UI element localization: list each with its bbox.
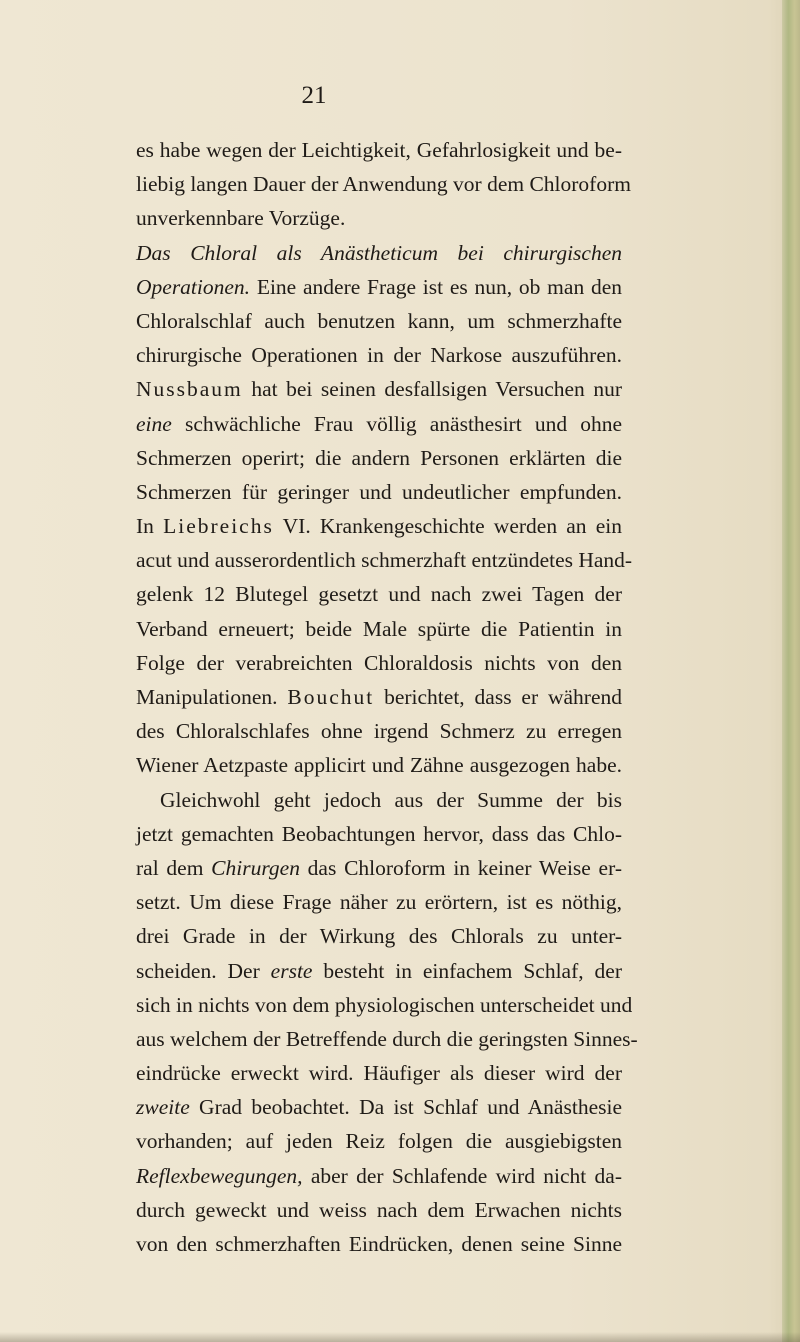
text-line: eine schwächliche Frau völlig anästhesirt und ohne (136, 411, 622, 436)
text-line: Operationen. Eine andere Frage ist es nun, ob man den (136, 274, 622, 299)
body-text (136, 133, 638, 1261)
text-line: Manipulationen. Bouchut berichtet, dass er während (136, 685, 622, 709)
text-line: unverkennbare Vorzüge. (136, 206, 346, 231)
text-line: Chloralschlaf auch benutzen kann, um schmerzhafte (136, 308, 622, 333)
text-line: vorhanden; auf jeden Reiz folgen die ausgiebigsten (136, 1129, 622, 1154)
text-line: Schmerzen operirt; die andern Personen erklärten die (136, 445, 622, 470)
text-line: gelenk 12 Blutegel gesetzt und nach zwei Tagen der (136, 582, 622, 607)
text-line: Gleichwohl geht jedoch aus der Summe der bis (160, 787, 622, 812)
text-line: Nussbaum hat bei seinen desfallsigen Versuchen nur (136, 377, 622, 402)
text-line: drei Grade in der Wirkung des Chlorals zu unter- (136, 924, 622, 949)
text-line: In Liebreichs VI. Krankengeschichte werden an ein (136, 514, 622, 539)
text-line: scheiden. Der erste besteht in einfachem Schlaf, der (136, 958, 622, 983)
text-line: zweite Grad beobachtet. Da ist Schlaf und Anästhesie (136, 1095, 622, 1120)
text-line: Folge der verabreichten Chloraldosis nichts von den (136, 650, 622, 675)
text-line: acut und ausserordentlich schmerzhaft entzündetes Hand- (136, 548, 633, 573)
text-line: Schmerzen für geringer und undeutlicher empfunden. (136, 479, 622, 504)
text-line: sich in nichts von dem physiologischen unterscheidet und (136, 992, 633, 1017)
text-line: ral dem Chirurgen das Chloroform in keiner Weise er- (136, 855, 622, 880)
page-edge (782, 0, 800, 1342)
section-heading: Das Chloral als Anästheticum bei chirurgischen (136, 240, 622, 265)
text-line: des Chloralschlafes ohne irgend Schmerz zu erregen (136, 719, 622, 744)
text-line: chirurgische Operationen in der Narkose auszuführen. (136, 343, 622, 368)
text-line: jetzt gemachten Beobachtungen hervor, dass das Chlo- (136, 821, 622, 846)
text-line: setzt. Um diese Frage näher zu erörtern, ist es nöthig, (136, 890, 622, 915)
text-line: aus welchem der Betreffende durch die geringsten Sinnes- (136, 1026, 638, 1051)
text-line: Reflexbewegungen, aber der Schlafende wird nicht da- (136, 1163, 622, 1188)
text-line: liebig langen Dauer der Anwendung vor dem Chloroform (136, 172, 631, 197)
page-bottom-shadow (0, 1332, 800, 1342)
page-number: 21 (301, 82, 327, 109)
text-line: es habe wegen der Leichtigkeit, Gefahrlosigkeit und be- (136, 138, 622, 162)
text-line: von den schmerzhaften Eindrücken, denen seine Sinne (136, 1232, 622, 1256)
text-line: eindrücke erweckt wird. Häufiger als dieser wird der (136, 1061, 622, 1086)
text-line: Wiener Aetzpaste applicirt und Zähne ausgezogen habe. (136, 753, 622, 778)
text-line: durch geweckt und weiss nach dem Erwachen nichts (136, 1197, 622, 1222)
text-line: Verband erneuert; beide Male spürte die Patientin in (136, 616, 622, 641)
